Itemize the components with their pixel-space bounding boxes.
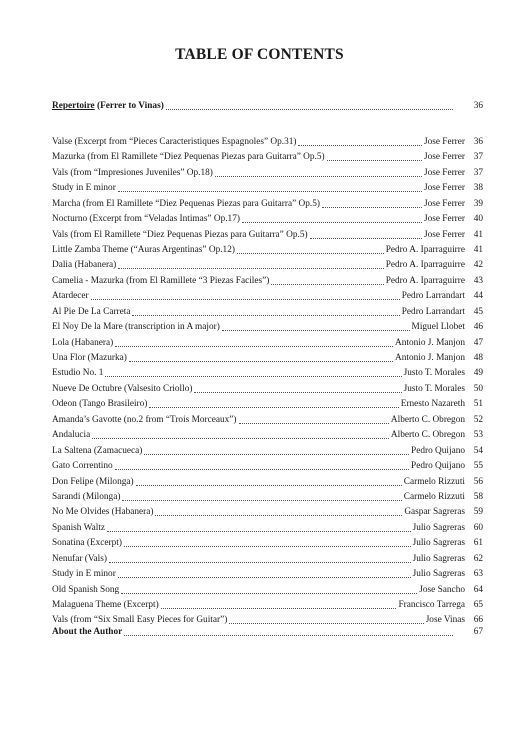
dot-leader	[118, 576, 411, 578]
toc-entry[interactable]	[52, 551, 483, 565]
entry-title: Estudio No. 1	[52, 368, 104, 379]
entry-title: El Noy De la Mare (transcription in A major)	[52, 322, 220, 333]
toc-entry[interactable]	[52, 535, 483, 549]
page-number: 67	[473, 627, 483, 637]
dot-leader	[118, 267, 383, 269]
page-number: 36	[473, 101, 483, 111]
page-number: 53	[473, 430, 483, 441]
entry-author: Ernesto Nazareth	[400, 399, 465, 410]
entry-author: Jose Ferrer	[423, 152, 465, 163]
dot-leader	[242, 221, 422, 223]
page-title: TABLE OF CONTENTS	[175, 46, 344, 63]
page-number: 41	[473, 229, 483, 240]
toc-entry[interactable]	[52, 273, 483, 287]
entry-author: Pedro Quijano	[411, 445, 465, 456]
entry-title: Vals (from “Impresiones Juveniles” Op.18)	[52, 167, 213, 178]
entry-title: Atardecer	[52, 291, 89, 302]
entry-author: Jose Sancho	[419, 584, 465, 595]
page-number: 58	[473, 491, 483, 502]
entry-title: Marcha (from El Ramillete “Diez Pequenas Piezas para Guitarra” Op.5)	[52, 198, 320, 209]
entry-author: Julio Sagreras	[412, 538, 465, 549]
entry-title: Sarandi (Milonga)	[52, 491, 121, 502]
entry-author: Miguel Llobet	[411, 322, 465, 333]
page-number: 66	[473, 615, 483, 626]
entry-author: Antonio J. Manjon	[395, 353, 465, 363]
dot-leader	[115, 345, 393, 347]
dot-leader	[124, 634, 453, 636]
dot-leader	[107, 530, 411, 532]
dot-leader	[327, 159, 422, 161]
dot-leader	[166, 108, 453, 110]
toc-section-about[interactable]	[52, 624, 483, 638]
section-label: About the Author	[52, 627, 123, 637]
page-number: 37	[473, 152, 483, 163]
dot-leader	[129, 360, 393, 362]
toc-entry[interactable]	[52, 427, 483, 441]
entry-author: Julio Sagreras	[412, 553, 465, 564]
entry-author: Carmelo Rizzuti	[403, 491, 465, 502]
dot-leader	[271, 283, 383, 285]
toc-entry[interactable]	[52, 304, 483, 318]
entry-title: Vals (from El Ramillete “Diez Pequenas Piezas para Guitarra” Op.5)	[52, 229, 308, 240]
entry-title: Una Flor (Mazurka)	[52, 353, 127, 363]
entry-author: Jose Ferrer	[423, 214, 465, 225]
entry-title: Odeon (Tango Brasileiro)	[52, 399, 148, 410]
entry-title: La Saltena (Zamacueca)	[52, 445, 143, 456]
entry-author: Pedro A. Iparraguirre	[385, 275, 465, 286]
dot-leader	[92, 437, 389, 439]
toc-entry[interactable]	[52, 165, 483, 179]
toc-entry[interactable]	[52, 134, 483, 148]
entry-title: No Me Olvides (Habanera)	[52, 507, 154, 518]
page-number: 52	[473, 414, 483, 425]
page-number: 63	[473, 569, 483, 579]
entry-author: Pedro Larrandart	[401, 306, 465, 317]
toc-entry[interactable]	[52, 288, 483, 302]
page-number: 42	[473, 260, 483, 271]
page-number: 38	[473, 183, 483, 194]
entry-title: Study in E minor	[52, 183, 116, 194]
entry-title: Nueve De Octubre (Valsesito Criollo)	[52, 383, 193, 394]
entry-author: Julio Sagreras	[412, 522, 465, 533]
dot-leader	[149, 406, 398, 408]
page-number: 50	[473, 383, 483, 394]
toc-entry[interactable]	[52, 597, 483, 611]
toc-entry[interactable]	[52, 381, 483, 395]
toc-entry[interactable]	[52, 242, 483, 256]
dot-leader	[105, 375, 401, 377]
toc-entry[interactable]	[52, 211, 483, 225]
entry-author: Jose Vinas	[425, 615, 465, 626]
page-number: 59	[473, 507, 483, 518]
entry-title: Andalucia	[52, 430, 91, 441]
toc-entry[interactable]	[52, 412, 483, 426]
entry-title: Sonatina (Excerpt)	[52, 538, 122, 549]
entry-title: Vals (from “Six Small Easy Pieces for Guitar”)	[52, 615, 228, 626]
toc-entry[interactable]	[52, 458, 483, 472]
toc-section-repertoire[interactable]	[52, 98, 483, 112]
entry-title: Amanda’s Gavotte (no.2 from “Trois Morceaux”)	[52, 414, 237, 425]
entry-author: Pedro A. Iparraguirre	[385, 245, 465, 255]
page-number: 47	[473, 337, 483, 348]
entry-title: Valse (Excerpt from “Pieces Caracteristiques Espagnoles” Op.31)	[52, 137, 297, 147]
entry-title: Lola (Habanera)	[52, 337, 114, 348]
entry-author: Alberto C. Obregon	[390, 414, 465, 425]
entry-author: Jose Ferrer	[423, 198, 465, 209]
page-number: 41	[473, 245, 483, 255]
toc-entry[interactable]	[52, 566, 483, 580]
entry-author: Antonio J. Manjon	[395, 337, 465, 348]
entry-author: Carmelo Rizzuti	[403, 476, 465, 487]
entry-author: Julio Sagreras	[412, 569, 465, 579]
entry-author: Jose Ferrer	[423, 229, 465, 240]
page-number: 39	[473, 198, 483, 209]
toc-entry[interactable]	[52, 474, 483, 488]
entry-title: Malaguena Theme (Excerpt)	[52, 599, 159, 610]
entry-author: Pedro Larrandart	[401, 291, 465, 302]
dot-leader	[237, 252, 384, 254]
toc-entry[interactable]	[52, 504, 483, 518]
toc-entry[interactable]	[52, 365, 483, 379]
toc-entry[interactable]	[52, 196, 483, 210]
entry-author: Francisco Tarrega	[398, 599, 465, 610]
entry-author: Jose Ferrer	[423, 167, 465, 178]
entry-author: Jose Ferrer	[423, 137, 465, 147]
toc-entry[interactable]	[52, 443, 483, 457]
toc-entry[interactable]	[52, 350, 483, 364]
page-number: 60	[473, 522, 483, 533]
dot-leader	[144, 453, 409, 455]
entry-title: Nocturno (Excerpt from “Veladas Intimas” Op.17)	[52, 214, 240, 225]
entry-author: Jose Ferrer	[423, 183, 465, 194]
page-number: 54	[473, 445, 483, 456]
entry-title: Spanish Waltz	[52, 522, 106, 533]
dot-leader	[194, 391, 401, 393]
section-range: (Ferrer to Vinas)	[97, 101, 164, 111]
page-number: 44	[473, 291, 483, 302]
toc-entry[interactable]	[52, 520, 483, 534]
page-number: 56	[473, 476, 483, 487]
page-number: 46	[473, 322, 483, 333]
dot-leader	[161, 607, 397, 609]
entry-title: Don Felipe (Milonga)	[52, 476, 134, 487]
dot-leader	[124, 545, 411, 547]
dot-leader	[215, 175, 422, 177]
toc-entry[interactable]	[52, 257, 483, 271]
dot-leader	[298, 144, 421, 146]
toc-entry[interactable]	[52, 489, 483, 503]
dot-leader	[118, 190, 422, 192]
entry-title: Mazurka (from El Ramillete “Diez Pequenas Piezas para Guitarra” Op.5)	[52, 152, 325, 163]
dot-leader	[121, 592, 417, 594]
page-number: 40	[473, 214, 483, 225]
dot-leader	[91, 298, 400, 300]
entry-author: Justo T. Morales	[403, 368, 465, 379]
entry-author: Alberto C. Obregon	[390, 430, 465, 441]
page-number: 65	[473, 599, 483, 610]
dot-leader	[222, 329, 410, 331]
entry-author: Justo T. Morales	[403, 383, 465, 394]
dot-leader	[122, 499, 401, 501]
toc-entry[interactable]	[52, 582, 483, 596]
entry-title: Study in E minor	[52, 569, 116, 579]
entry-title: Al Pie De La Carreta	[52, 306, 131, 317]
entry-author: Pedro Quijano	[411, 461, 465, 471]
entry-title: Dalia (Habanera)	[52, 260, 117, 271]
entry-title: Gato Correntino	[52, 461, 113, 471]
page-number: 45	[473, 306, 483, 317]
page-number: 37	[473, 167, 483, 178]
dot-leader	[322, 206, 422, 208]
toc-entry[interactable]	[52, 335, 483, 349]
section-label: Repertoire	[52, 101, 95, 111]
page-number: 64	[473, 584, 483, 595]
entry-author: Gaspar Sagreras	[404, 507, 465, 518]
entry-title: Old Spanish Song	[52, 584, 120, 595]
page-number: 49	[473, 368, 483, 379]
dot-leader	[155, 514, 402, 516]
dot-leader	[115, 468, 409, 470]
toc-entry[interactable]	[52, 319, 483, 333]
dot-leader	[239, 422, 389, 424]
page-number: 51	[473, 399, 483, 410]
dot-leader	[136, 484, 402, 486]
page-number: 48	[473, 353, 483, 363]
entry-title: Nenufar (Vals)	[52, 553, 107, 564]
page-number: 36	[473, 137, 483, 147]
page-number: 62	[473, 553, 483, 564]
toc-entry[interactable]	[52, 149, 483, 163]
page-number: 61	[473, 538, 483, 549]
toc-entry[interactable]	[52, 396, 483, 410]
dot-leader	[310, 237, 422, 239]
dot-leader	[132, 314, 399, 316]
page-number: 43	[473, 275, 483, 286]
toc-entry[interactable]	[52, 180, 483, 194]
entry-title: Little Zamba Theme (“Auras Argentinas” Op.12)	[52, 245, 235, 255]
dot-leader	[109, 561, 411, 563]
entry-author: Pedro A. Iparraguirre	[385, 260, 465, 271]
entry-title: Camelia - Mazurka (from El Ramillete “3 Piezas Faciles”)	[52, 275, 270, 286]
toc-entry[interactable]	[52, 227, 483, 241]
page-number: 55	[473, 461, 483, 471]
